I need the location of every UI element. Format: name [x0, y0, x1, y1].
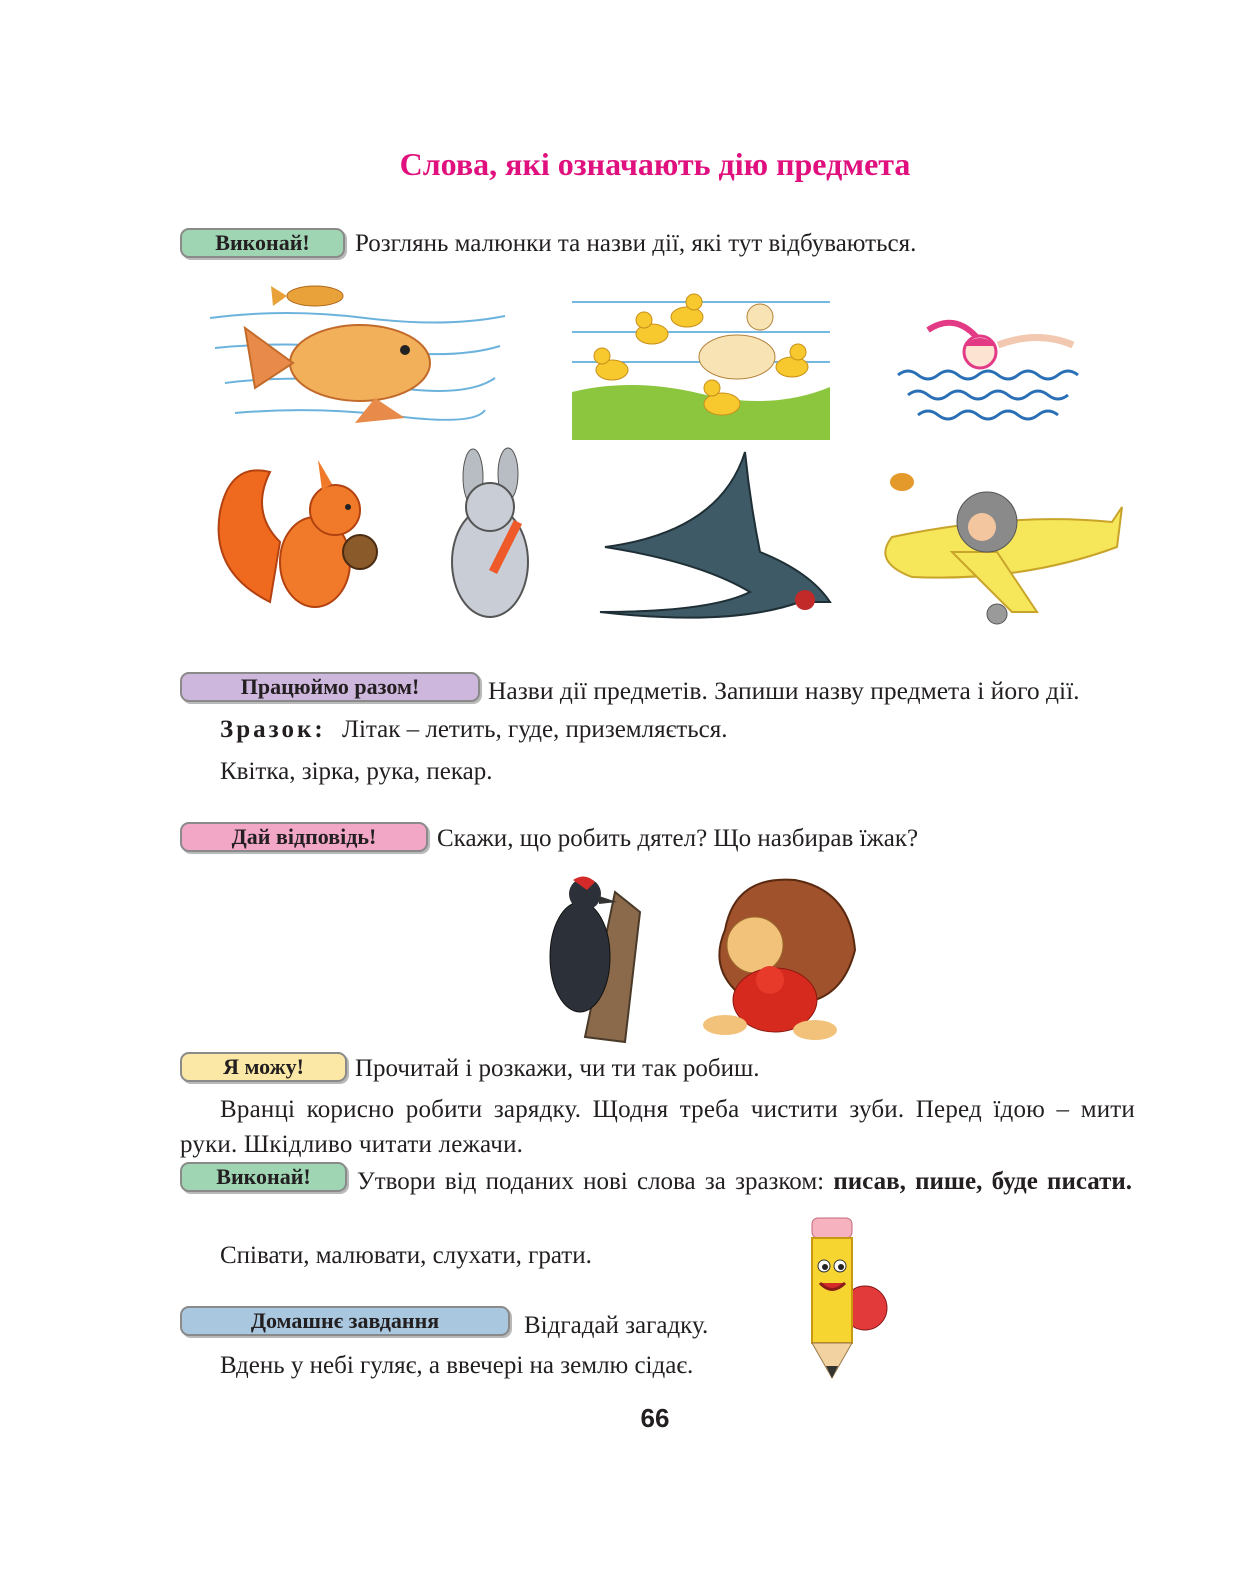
task-badge-do: Виконай! [180, 1162, 347, 1192]
homework-instruction: Відгадай загадку. [524, 1312, 709, 1339]
page-title: Слова, які означають дію предмета [399, 146, 911, 182]
sample-text: Літак – летить, гуде, приземляється. [341, 716, 728, 743]
sample-label: Зразок: [220, 716, 326, 743]
swimmer-illustration [888, 290, 1088, 430]
page-number: 66 [640, 1403, 670, 1433]
task-instruction: Утвори від поданих нові слова за зразком: [357, 1168, 825, 1195]
task-instruction: Назви дії предметів. Запиши назву предмета і його дії. [488, 676, 1080, 705]
sample-line [220, 716, 727, 744]
riddle: Вдень у небі гуляє, а ввечері на землю сідає. [220, 1352, 694, 1379]
pencil-character-illustration [800, 1208, 890, 1378]
swallow-flying-illustration [600, 452, 840, 627]
task-badge-work-together: Працюймо разом! [180, 672, 480, 702]
task-instruction: Розглянь малюнки та назви дії, які тут відбуваються. [355, 230, 917, 257]
task-instruction-block [180, 1164, 1135, 1199]
sample-words: писав, пише, буде писати. [833, 1168, 1133, 1195]
task-badge-i-can: Я можу! [180, 1052, 347, 1082]
word-list: Квітка, зірка, рука, пекар. [220, 758, 493, 785]
squirrel-illustration [210, 452, 385, 622]
paragraph: Вранці корисно робити зарядку. Щодня треба чистити зуби. Перед їдою – мити руки. Шкідливо читати лежачи. [180, 1096, 1135, 1158]
hare-illustration [438, 452, 550, 627]
homework-badge: Домашнє завдання [180, 1306, 510, 1336]
woodpecker-illustration [525, 872, 645, 1042]
task-badge-do: Виконай! [180, 228, 345, 258]
task-badge-answer: Дай відповідь! [180, 822, 428, 852]
fish-swimming-illustration [205, 278, 505, 428]
ducks-on-pond-illustration [572, 282, 830, 440]
task-question: Скажи, що робить дятел? Що назбирав їжак? [437, 825, 919, 852]
task-instruction: Прочитай і розкажи, чи ти так робиш. [355, 1055, 760, 1082]
hedgehog-with-apple-illustration [695, 870, 860, 1042]
hedgehog-in-airplane-illustration [872, 452, 1127, 630]
word-list: Співати, малювати, слухати, грати. [220, 1242, 592, 1269]
